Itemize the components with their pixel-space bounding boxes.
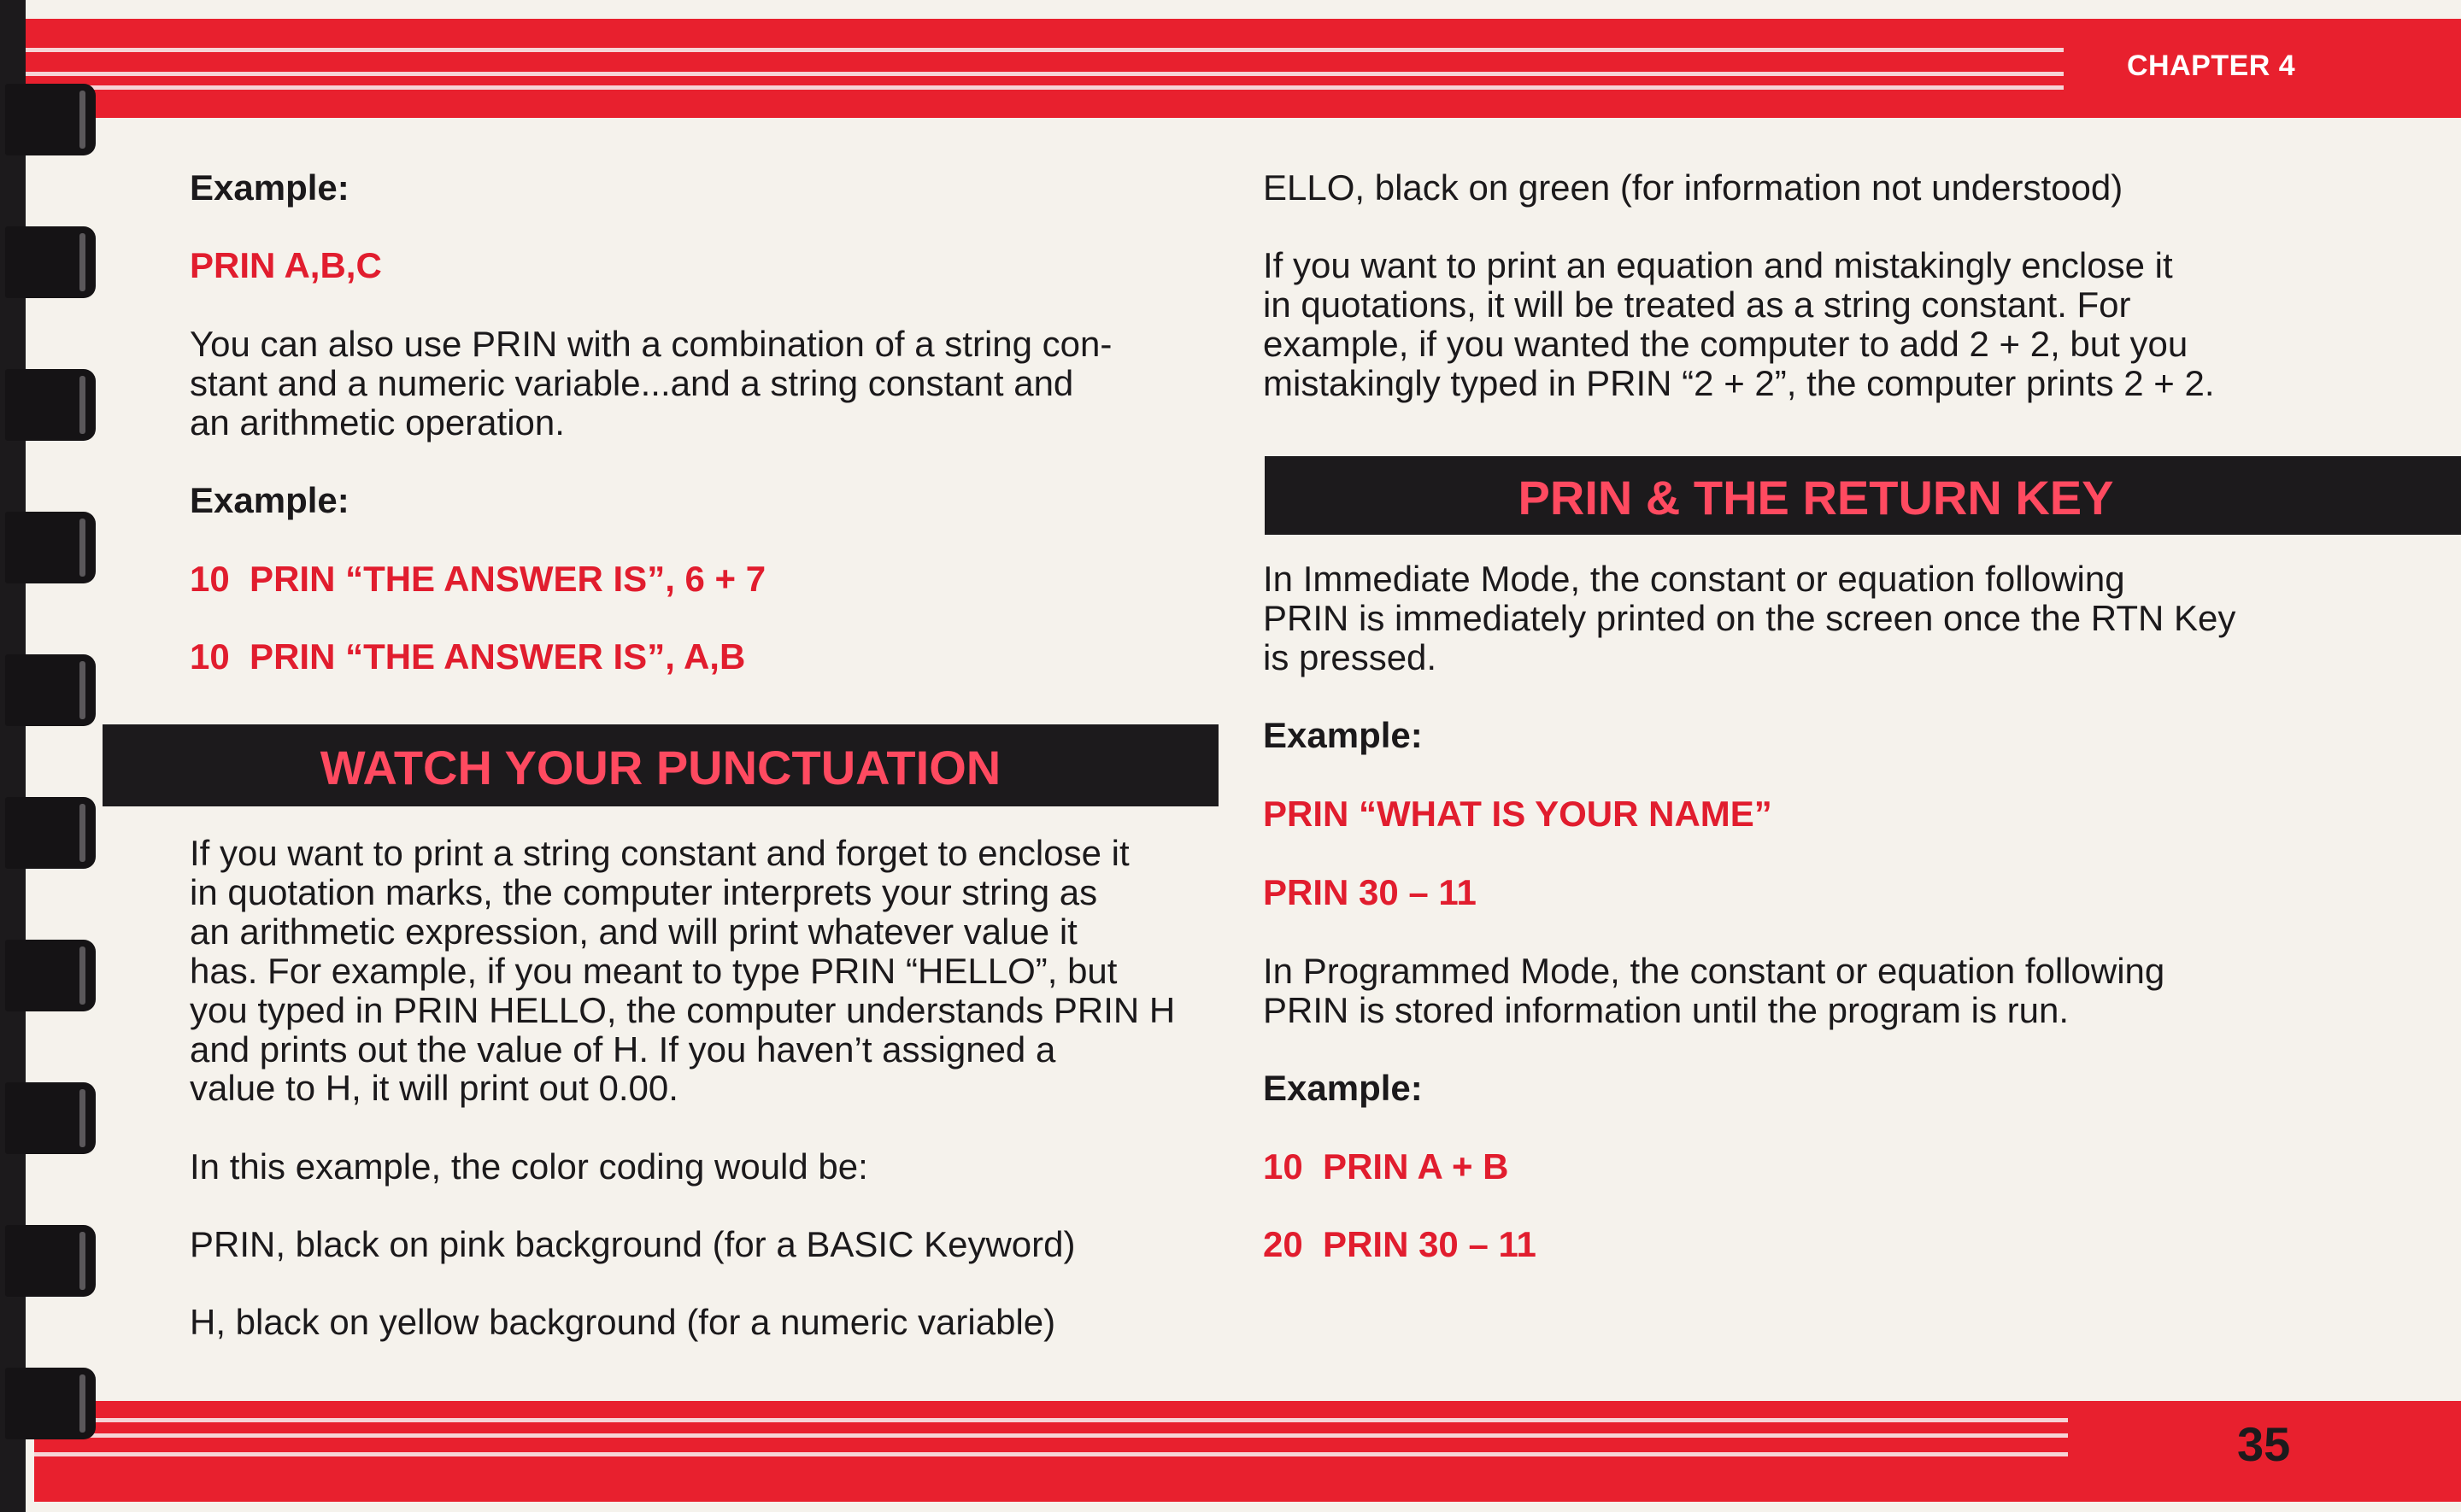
binding-coil (5, 512, 96, 583)
paragraph-line: an arithmetic operation. (190, 402, 565, 442)
binding-coil (5, 654, 96, 726)
code-line: 20 PRIN 30 – 11 (1263, 1224, 1536, 1264)
section-heading: PRIN & THE RETURN KEY (1518, 471, 2114, 525)
paragraph-line: You can also use PRIN with a combination of a string con- (190, 324, 1113, 364)
paragraph-line: value to H, it will print out 0.00. (190, 1068, 678, 1108)
paragraph-line: example, if you wanted the computer to add 2 + 2, but you (1263, 324, 2188, 364)
paragraph-line: PRIN, black on pink background (for a BASIC Keyword) (190, 1224, 1076, 1264)
example-label: Example: (1263, 715, 1423, 755)
section-heading: WATCH YOUR PUNCTUATION (320, 741, 1001, 794)
code-line: PRIN 30 – 11 (1263, 872, 1477, 912)
paragraph-line: If you want to print a string constant and forget to enclose it (190, 833, 1130, 873)
page-number: 35 (2237, 1417, 2291, 1471)
binding-coil (5, 797, 96, 869)
paragraph-line: If you want to print an equation and mistakingly enclose it (1263, 245, 2173, 285)
binding-coil (5, 84, 96, 155)
binding-coil (5, 1368, 96, 1439)
code-line: 10 PRIN “THE ANSWER IS”, A,B (190, 636, 746, 677)
binding-coil (5, 1225, 96, 1297)
paragraph-line: is pressed. (1263, 637, 1437, 677)
code-line: PRIN A,B,C (190, 245, 382, 285)
paragraph-line: In this example, the color coding would be: (190, 1146, 868, 1187)
code-line: 10 PRIN “THE ANSWER IS”, 6 + 7 (190, 559, 766, 599)
paragraph-line: ELLO, black on green (for information not understood) (1263, 167, 2123, 208)
paragraph-line: in quotation marks, the computer interprets your string as (190, 872, 1098, 912)
paragraph-line: In Immediate Mode, the constant or equation following (1263, 559, 2125, 599)
code-line: PRIN “WHAT IS YOUR NAME” (1263, 794, 1772, 834)
paragraph-line: has. For example, if you meant to type PRIN “HELLO”, but (190, 951, 1118, 991)
paragraph-line: and prints out the value of H. If you haven’t assigned a (190, 1029, 1056, 1070)
binding-coil (5, 369, 96, 441)
top-red-band (19, 19, 2064, 118)
section-heading-bar (1265, 456, 2461, 535)
example-label: Example: (1263, 1068, 1423, 1108)
binding-coil (5, 940, 96, 1011)
paragraph-line: you typed in PRIN HELLO, the computer understands PRIN H (190, 990, 1176, 1030)
section-heading-bar (103, 724, 1219, 806)
paragraph-line: an arithmetic expression, and will print whatever value it (190, 911, 1078, 952)
chapter-label: CHAPTER 4 (2127, 50, 2296, 82)
paragraph-line: stant and a numeric variable...and a string constant and (190, 363, 1074, 403)
paragraph-line: In Programmed Mode, the constant or equation following (1263, 951, 2165, 991)
paragraph-line: mistakingly typed in PRIN “2 + 2”, the computer prints 2 + 2. (1263, 363, 2215, 403)
paragraph-line: H, black on yellow background (for a numeric variable) (190, 1302, 1056, 1342)
page-number-tab (2068, 1401, 2461, 1502)
example-label: Example: (190, 167, 349, 208)
paragraph-line: in quotations, it will be treated as a string constant. For (1263, 284, 2131, 325)
code-line: 10 PRIN A + B (1263, 1146, 1509, 1187)
bottom-red-band (34, 1401, 2068, 1502)
example-label: Example: (190, 480, 349, 520)
paragraph-line: PRIN is immediately printed on the screen once the RTN Key (1263, 598, 2236, 638)
binding-coil (5, 226, 96, 298)
paragraph-line: PRIN is stored information until the program is run. (1263, 990, 2070, 1030)
chapter-tab (2064, 19, 2461, 118)
binding-coil (5, 1082, 96, 1154)
